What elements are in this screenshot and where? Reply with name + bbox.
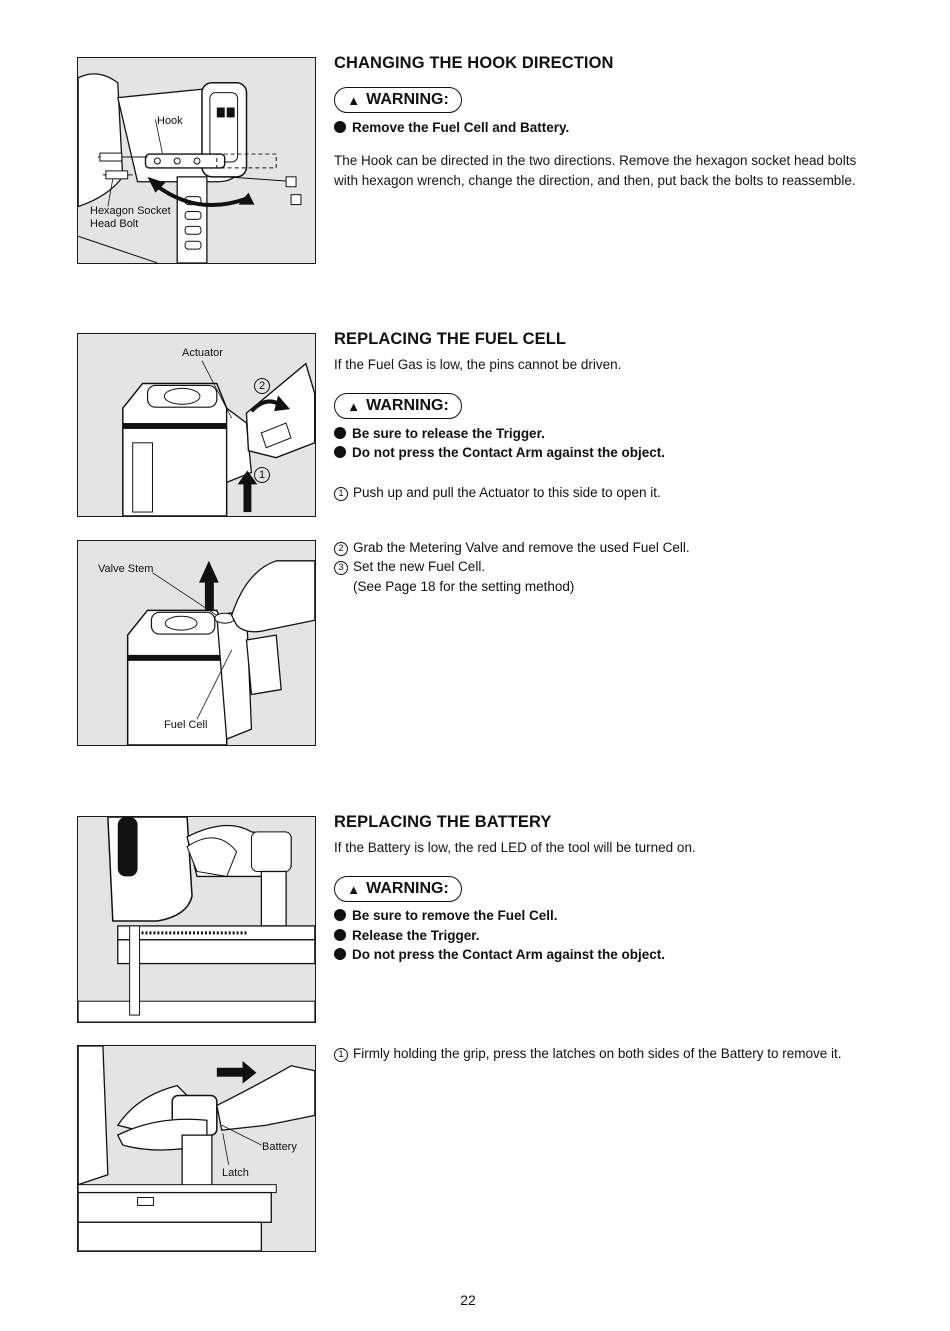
- battery-intro: If the Battery is low, the red LED of the tool will be turned on.: [334, 840, 696, 855]
- battery-warning-item: Do not press the Contact Arm against the object.: [334, 946, 665, 964]
- battery-step: 1 Firmly holding the grip, press the latches on both sides of the Battery to remove it.: [334, 1044, 842, 1064]
- fuel-cell-label: Fuel Cell: [164, 719, 208, 731]
- bullet-icon: [334, 948, 346, 960]
- battery-tool-drawing: [78, 817, 315, 1022]
- battery-section-title: REPLACING THE BATTERY: [334, 813, 552, 831]
- fuel-cell-warning-item: Do not press the Contact Arm against the object.: [334, 444, 665, 462]
- fuel-cell-remove-illustration: [77, 540, 316, 746]
- hook-body-text: The Hook can be directed in the two directions. Remove the hexagon socket head bolts with hexagon wrench, change the direction, and then, put back the bolts to reassemble.: [334, 153, 857, 188]
- hook-drawing: [78, 58, 315, 263]
- battery-tool-illustration: [77, 816, 316, 1023]
- hook-section-title: CHANGING THE HOOK DIRECTION: [334, 54, 614, 72]
- bullet-icon: [334, 427, 346, 439]
- valve-stem-label: Valve Stem: [98, 563, 154, 575]
- step-2-marker: 2: [254, 378, 275, 394]
- hook-warning-badge: [334, 87, 462, 113]
- bullet-icon: [334, 929, 346, 941]
- warning-label: WARNING:: [366, 880, 449, 897]
- warning-triangle-icon: ▲: [347, 398, 361, 414]
- fuel-cell-open-drawing: [78, 334, 315, 516]
- warning-triangle-icon: ▲: [347, 92, 361, 108]
- battery-warning-item: Be sure to remove the Fuel Cell.: [334, 907, 558, 925]
- actuator-label: Actuator: [182, 347, 223, 359]
- battery-remove-illustration: [77, 1045, 316, 1252]
- bullet-icon: [334, 909, 346, 921]
- bullet-icon: [334, 446, 346, 458]
- step-1-marker: 1: [254, 467, 275, 483]
- hook-label: Hook: [157, 115, 183, 127]
- battery-label: Battery: [262, 1141, 297, 1153]
- bullet-icon: [334, 121, 346, 133]
- warning-label: WARNING:: [366, 397, 449, 414]
- fuel-cell-step: 2 Grab the Metering Valve and remove the used Fuel Cell.: [334, 538, 690, 558]
- page-number: 22: [460, 1292, 476, 1308]
- fuel-cell-intro: If the Fuel Gas is low, the pins cannot be driven.: [334, 357, 622, 372]
- hook-illustration: [77, 57, 316, 264]
- warning-triangle-icon: ▲: [347, 881, 361, 897]
- battery-warning-item: Release the Trigger.: [334, 927, 480, 945]
- fuel-cell-step: 1 Push up and pull the Actuator to this side to open it.: [334, 483, 661, 503]
- fuel-cell-section-title: REPLACING THE FUEL CELL: [334, 330, 567, 348]
- battery-warning-badge: [334, 876, 462, 902]
- bolt-label: Hexagon Socket Head Bolt: [90, 205, 171, 230]
- hook-warning-item: Remove the Fuel Cell and Battery.: [334, 119, 569, 137]
- fuel-cell-open-illustration: [77, 333, 316, 517]
- warning-label: WARNING:: [366, 91, 449, 108]
- fuel-cell-step: 3 Set the new Fuel Cell.: [334, 557, 485, 577]
- fuel-cell-warning-badge: [334, 393, 462, 419]
- fuel-cell-warning-item: Be sure to release the Trigger.: [334, 425, 545, 443]
- fuel-cell-step-note: (See Page 18 for the setting method): [353, 579, 575, 594]
- latch-label: Latch: [222, 1167, 249, 1179]
